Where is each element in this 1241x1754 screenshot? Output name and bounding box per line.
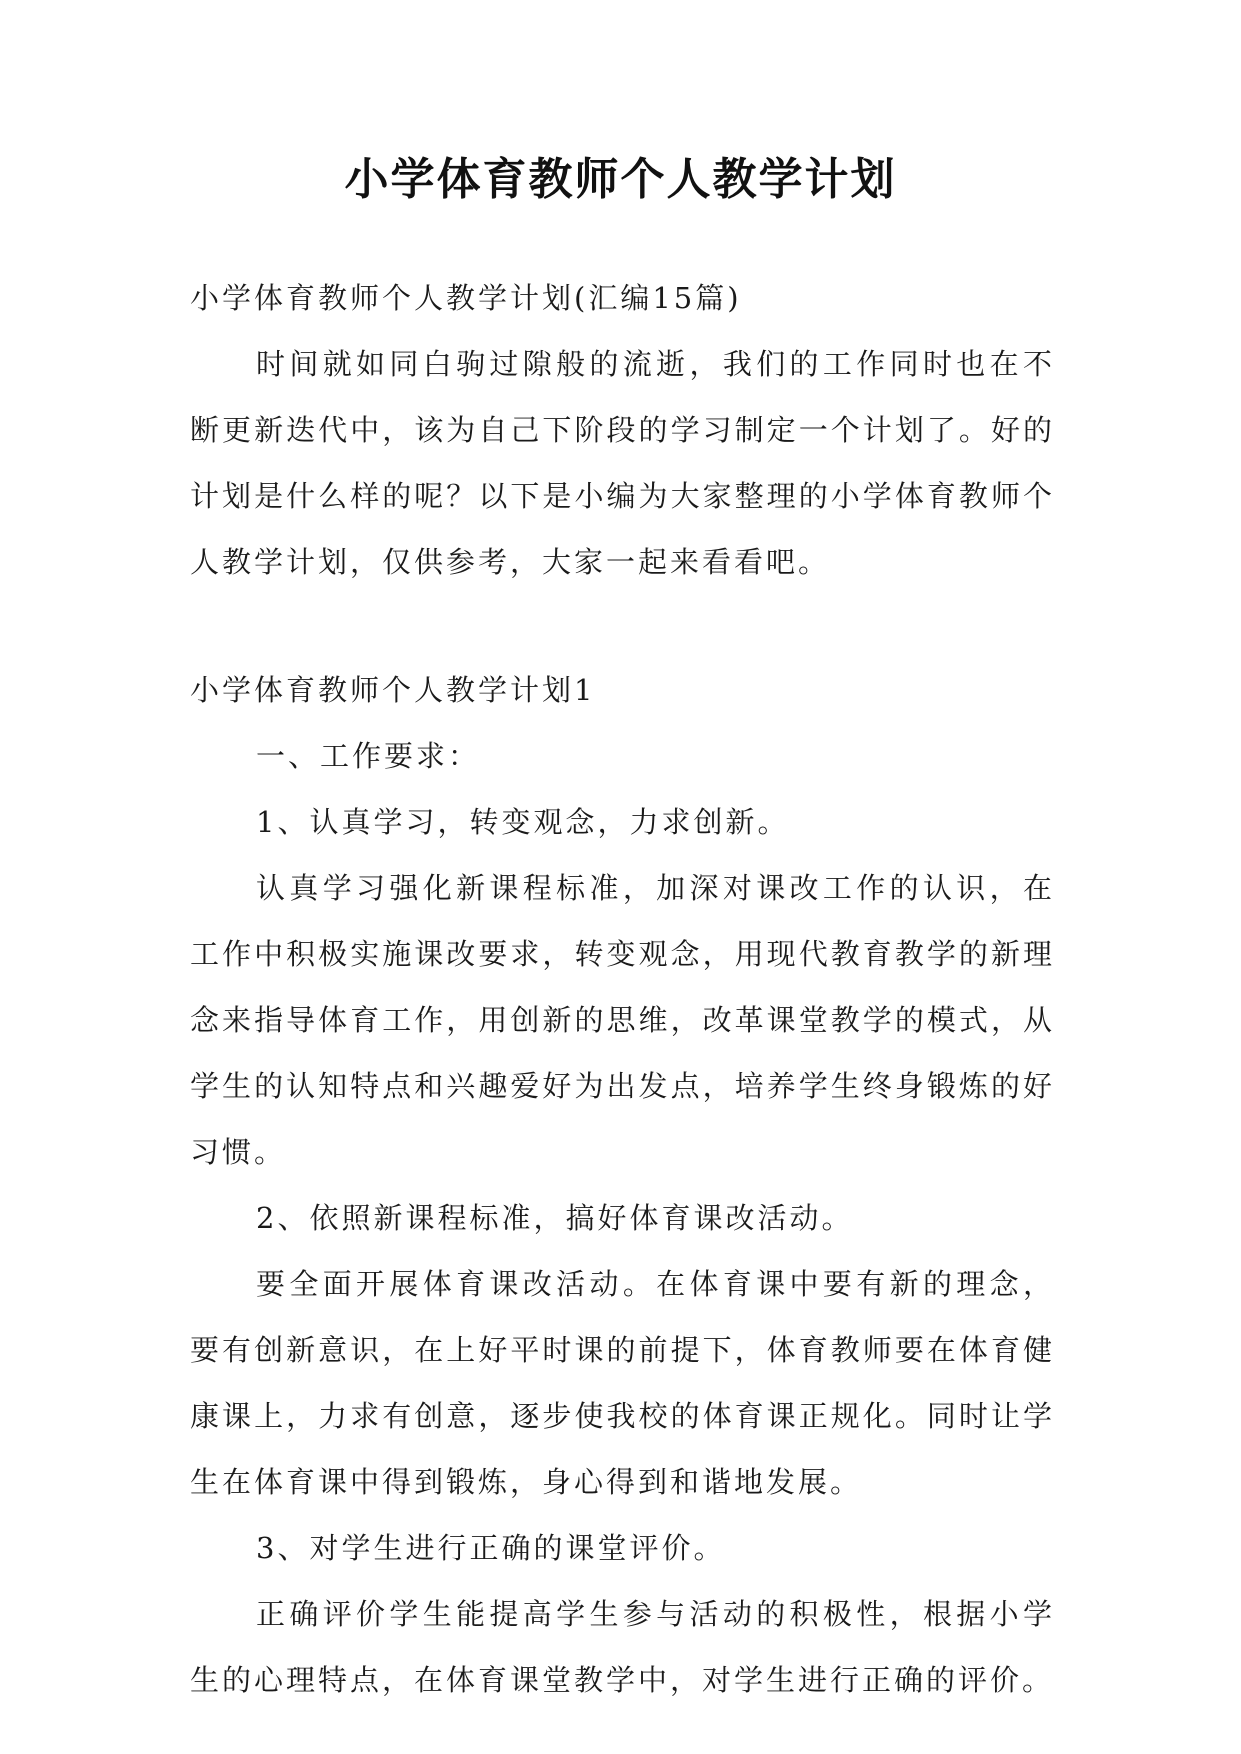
item-2-paragraph: 要全面开展体育课改活动。在体育课中要有新的理念，要有创新意识，在上好平时课的前提下，体育教师要在体育健康课上，力求有创意，逐步使我校的体育课正规化。同时让学生在体育课中得到锻炼，身心得到和谐地发展。 bbox=[190, 1267, 1055, 1499]
item-1-heading: 1、认真学习，转变观念，力求创新。 bbox=[256, 805, 790, 839]
item-1-paragraph: 认真学习强化新课程标准，加深对课改工作的认识，在工作中积极实施课改要求，转变观念，用现代教育教学的新理念来指导体育工作，用创新的思维，改革课堂教学的模式，从学生的认知特点和兴趣爱好为出发点，培养学生终身锻炼的好习惯。 bbox=[190, 871, 1055, 1169]
document-body bbox=[190, 265, 1055, 1713]
item-2-heading: 2、依照新课程标准，搞好体育课改活动。 bbox=[256, 1201, 854, 1235]
document-title: 小学体育教师个人教学计划 bbox=[344, 154, 897, 205]
requirements-heading: 一、工作要求： bbox=[256, 739, 481, 773]
item-3-heading: 3、对学生进行正确的课堂评价。 bbox=[256, 1531, 726, 1565]
section-gap bbox=[190, 595, 1055, 657]
item-3-paragraph: 正确评价学生能提高学生参与活动的积极性，根据小学生的心理特点，在体育课堂教学中，对学生进行正确的评价。 bbox=[190, 1597, 1055, 1697]
document-subtitle: 小学体育教师个人教学计划(汇编15篇) bbox=[190, 281, 742, 315]
intro-paragraph: 时间就如同白驹过隙般的流逝，我们的工作同时也在不断更新迭代中，该为自己下阶段的学习制定一个计划了。好的计划是什么样的呢？以下是小编为大家整理的小学体育教师个人教学计划，仅供参考，大家一起来看看吧。 bbox=[190, 347, 1055, 579]
section-heading: 小学体育教师个人教学计划1 bbox=[190, 673, 596, 707]
